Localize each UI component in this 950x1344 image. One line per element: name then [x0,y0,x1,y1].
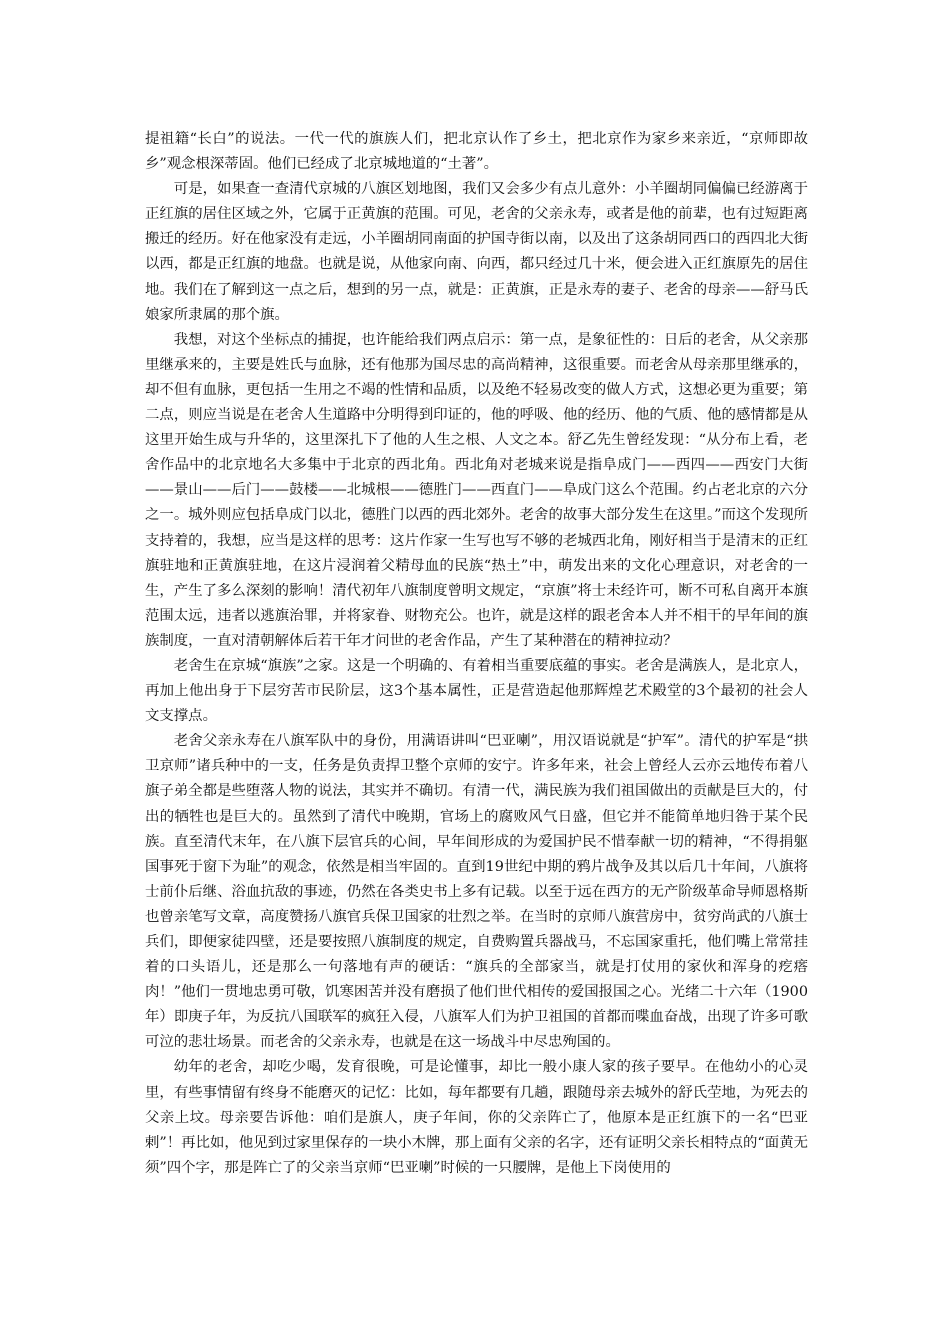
paragraph-1: 提祖籍“长白”的说法。一代一代的旗族人们，把北京认作了乡土，把北京作为家乡来亲近，“京师即故乡”观念根深蒂固。他们已经成了北京城地道的“土著”。 [145,131,808,173]
body-text [145,127,808,1181]
paragraph-5: 老舍父亲永寿在八旗军队中的身份，用满语讲叫“巴亚喇”，用汉语说就是“护军”。清代的护军是“拱卫京师”诸兵种中的一支，任务是负责捍卫整个京师的安宁。许多年来，社会上曾经人云亦云地传布着八旗子弟全都是些堕落人物的说法，其实并不确切。有清一代，满民族为我们祖国做出的贡献是巨大的，付出的牺牲也是巨大的。虽然到了清代中晚期，官场上的腐败风气日盛，但它并不能简单地归咎于某个民族。直至清代末年，在八旗下层官兵的心间，早年间形成的为爱国护民不惜奉献一切的精神，“不得捐躯国事死于窗下为耻”的观念，依然是相当牢固的。直到19世纪中期的鸦片战争及其以后几十年间，八旗将士前仆后继、浴血抗敌的事迹，仍然在各类史书上多有记载。以至于远在西方的无产阶级革命导师恩格斯也曾亲笔写文章，高度赞扬八旗官兵保卫国家的壮烈之举。在当时的京师八旗营房中，贫穷尚武的八旗士兵们，即便家徒四壁，还是要按照八旗制度的规定，自费购置兵器战马，不忘国家重托，他们嘴上常常挂着的口头语儿，还是那么一句落地有声的硬话：“旗兵的全部家当，就是打仗用的家伙和浑身的疙瘩肉！”他们一贯地忠勇可敬，饥寒困苦并没有磨损了他们世代相传的爱国报国之心。光绪二十六年（1900年）即庚子年，为反抗八国联军的疯狂入侵，八旗军人们为护卫祖国的首都而喋血奋战，出现了许多可歌可泣的悲壮场景。而老舍的父亲永寿，也就是在这一场战斗中尽忠殉国的。 [145,733,808,1051]
paragraph-4: 老舍生在京城“旗族”之家。这是一个明确的、有着相当重要底蕴的事实。老舍是满族人，是北京人，再加上他出身于下层穷苦市民阶层，这3个基本属性，正是营造起他那辉煌艺术殿堂的3个最初的社会人文支撑点。 [145,657,808,725]
paragraph-2: 可是，如果查一查清代京城的八旗区划地图，我们又会多少有点儿意外：小羊圈胡同偏偏已经游离于正红旗的居住区域之外，它属于正黄旗的范围。可见，老舍的父亲永寿，或者是他的前辈，也有过短距离搬迁的经历。好在他家没有走远，小羊圈胡同南面的护国寺街以南，以及出了这条胡同西口的西四北大街以西，都是正红旗的地盘。也就是说，从他家向南、向西，都只经过几十米，便会进入正红旗原先的居住地。我们在了解到这一点之后，想到的另一点，就是：正黄旗，正是永寿的妻子、老舍的母亲——舒马氏娘家所隶属的那个旗。 [145,181,808,323]
paragraph-6: 幼年的老舍，却吃少喝，发育很晚，可是论懂事，却比一般小康人家的孩子要早。在他幼小的心灵里，有些事情留有终身不能磨灭的记忆：比如，每年都要有几趟，跟随母亲去城外的舒氏茔地，为死去的父亲上坟。母亲要告诉他：咱们是旗人，庚子年间，你的父亲阵亡了，他原本是正红旗下的一名“巴亚剌”！再比如，他见到过家里保存的一块小木牌，那上面有父亲的名字，还有证明父亲长相特点的“面黄无须”四个字，那是阵亡了的父亲当京师“巴亚喇”时候的一只腰牌，是他上下岗使用的 [145,1059,808,1176]
paragraph-3: 我想，对这个坐标点的捕捉，也许能给我们两点启示：第一点，是象征性的：日后的老舍，从父亲那里继承来的，主要是姓氏与血脉，还有他那为国尽忠的高尚精神，这很重要。而老舍从母亲那里继承的，却不但有血脉，更包括一生用之不竭的性情和品质，以及绝不轻易改变的做人方式，这想必更为重要；第二点，则应当说是在老舍人生道路中分明得到印证的，他的呼吸、他的经历、他的气质、他的感情都是从这里开始生成与升华的，这里深扎下了他的人生之根、人文之本。舒乙先生曾经发现：“从分布上看，老舍作品中的北京地名大多集中于北京的西北角。西北角对老城来说是指阜成门——西四——西安门大街——景山——后门——鼓楼——北城根——德胜门——西直门——阜成门这么个范围。约占老北京的六分之一。城外则应包括阜成门以北，德胜门以西的西北郊外。老舍的故事大部分发生在这里。”而这个发现所支持着的，我想，应当是这样的思考：这片作家一生写也写不够的老城西北角，刚好相当于是清末的正红旗驻地和正黄旗驻地，在这片浸润着父精母血的民族“热土”中，萌发出来的文化心理意识，对老舍的一生，产生了多么深刻的影响！清代初年八旗制度曾明文规定，“京旗”将士未经许可，断不可私自离开本旗范围太远，违者以逃旗治罪，并将家眷、财物充公。也许，就是这样的跟老舍本人并不相干的早年间的旗族制度，一直对清朝解体后若干年才问世的老舍作品，产生了某种潜在的精神拉动？ [145,331,808,649]
